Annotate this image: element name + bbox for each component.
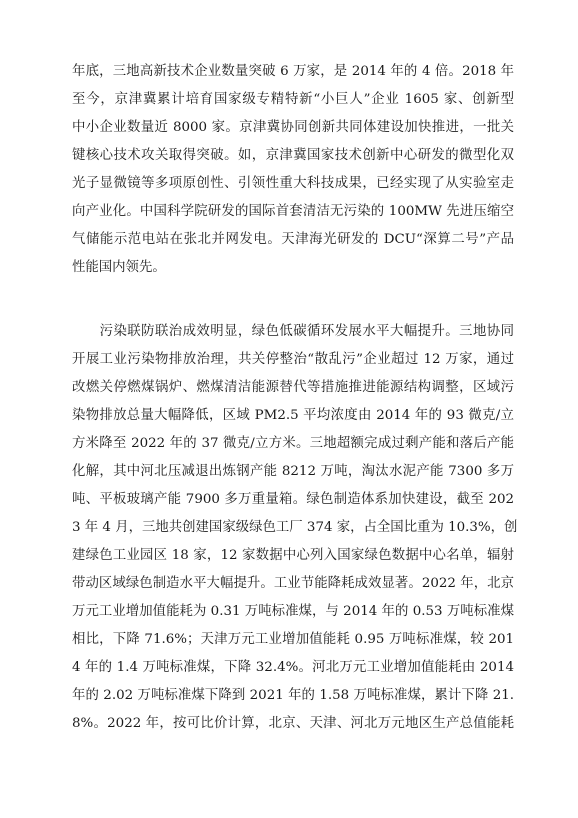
text-line: 3 年 4 月，三地共创建国家级绿色工厂 374 家，占全国比重为 10.3%，创 <box>72 520 518 535</box>
text-line: 光子显微镜等多项原创性、引领性重大科技成果，已经实现了从实验室走 <box>72 176 514 191</box>
text-line: 年底，三地高新技术企业数量突破 6 万家，是 2014 年的 4 倍。2018 年 <box>72 64 514 79</box>
document-page <box>72 58 518 738</box>
text-line: 年的 2.02 万吨标准煤下降到 2021 年的 1.58 万吨标准煤，累计下降 21. <box>72 688 514 703</box>
text-line: 带动区域绿色制造水平大幅提升。工业节能降耗成效显著。2022 年，北京 <box>72 576 514 591</box>
text-line: 性能国内领先。 <box>72 260 166 275</box>
text-line: 4 年的 1.4 万吨标准煤，下降 32.4%。河北万元工业增加值能耗由 2014 <box>72 660 514 675</box>
text-line: 8%。2022 年，按可比价计算，北京、天津、河北万元地区生产总值能耗 <box>72 716 514 731</box>
text-line: 建绿色工业园区 18 家，12 家数据中心列入国家绿色数据中心名单，辐射 <box>72 548 514 563</box>
text-line: 污染联防联治成效明显，绿色低碳循环发展水平大幅提升。三地协同 <box>72 324 514 339</box>
text-line: 万元工业增加值能耗为 0.31 万吨标准煤，与 2014 年的 0.53 万吨标准煤 <box>72 604 514 619</box>
text-line: 吨、平板玻璃产能 7900 多万重量箱。绿色制造体系加快建设，截至 202 <box>72 492 514 507</box>
text-line: 染物排放总量大幅降低，区域 PM2.5 平均浓度由 2014 年的 93 微克/立 <box>72 408 514 423</box>
text-line: 至今，京津冀累计培育国家级专精特新“小巨人”企业 1605 家、创新型 <box>72 92 514 107</box>
text-line: 相比，下降 71.6%；天津万元工业增加值能耗 0.95 万吨标准煤，较 201 <box>72 632 514 647</box>
text-line: 中小企业数量近 8000 家。京津冀协同创新共同体建设加快推进，一批关 <box>72 120 514 135</box>
text-line: 向产业化。中国科学院研发的国际首套清洁无污染的 100MW 先进压缩空 <box>72 204 514 219</box>
paragraph-tech-innovation <box>72 58 514 282</box>
text-line: 改燃关停燃煤锅炉、燃煤清洁能源替代等措施推进能源结构调整，区域污 <box>72 380 514 395</box>
text-line: 方米降至 2022 年的 37 微克/立方米。三地超额完成过剩产能和落后产能 <box>72 436 514 451</box>
text-line: 键核心技术攻关取得突破。如，京津冀国家技术创新中心研发的微型化双 <box>72 148 514 163</box>
paragraph-spacer <box>72 282 514 318</box>
paragraph-pollution-control <box>72 318 518 738</box>
text-line: 化解，其中河北压减退出炼钢产能 8212 万吨，淘汰水泥产能 7300 多万 <box>72 464 514 479</box>
text-line: 开展工业污染物排放治理，共关停整治“散乱污”企业超过 12 万家，通过 <box>72 352 514 367</box>
text-line: 气储能示范电站在张北并网发电。天津海光研发的 DCU“深算二号”产品 <box>72 232 514 247</box>
